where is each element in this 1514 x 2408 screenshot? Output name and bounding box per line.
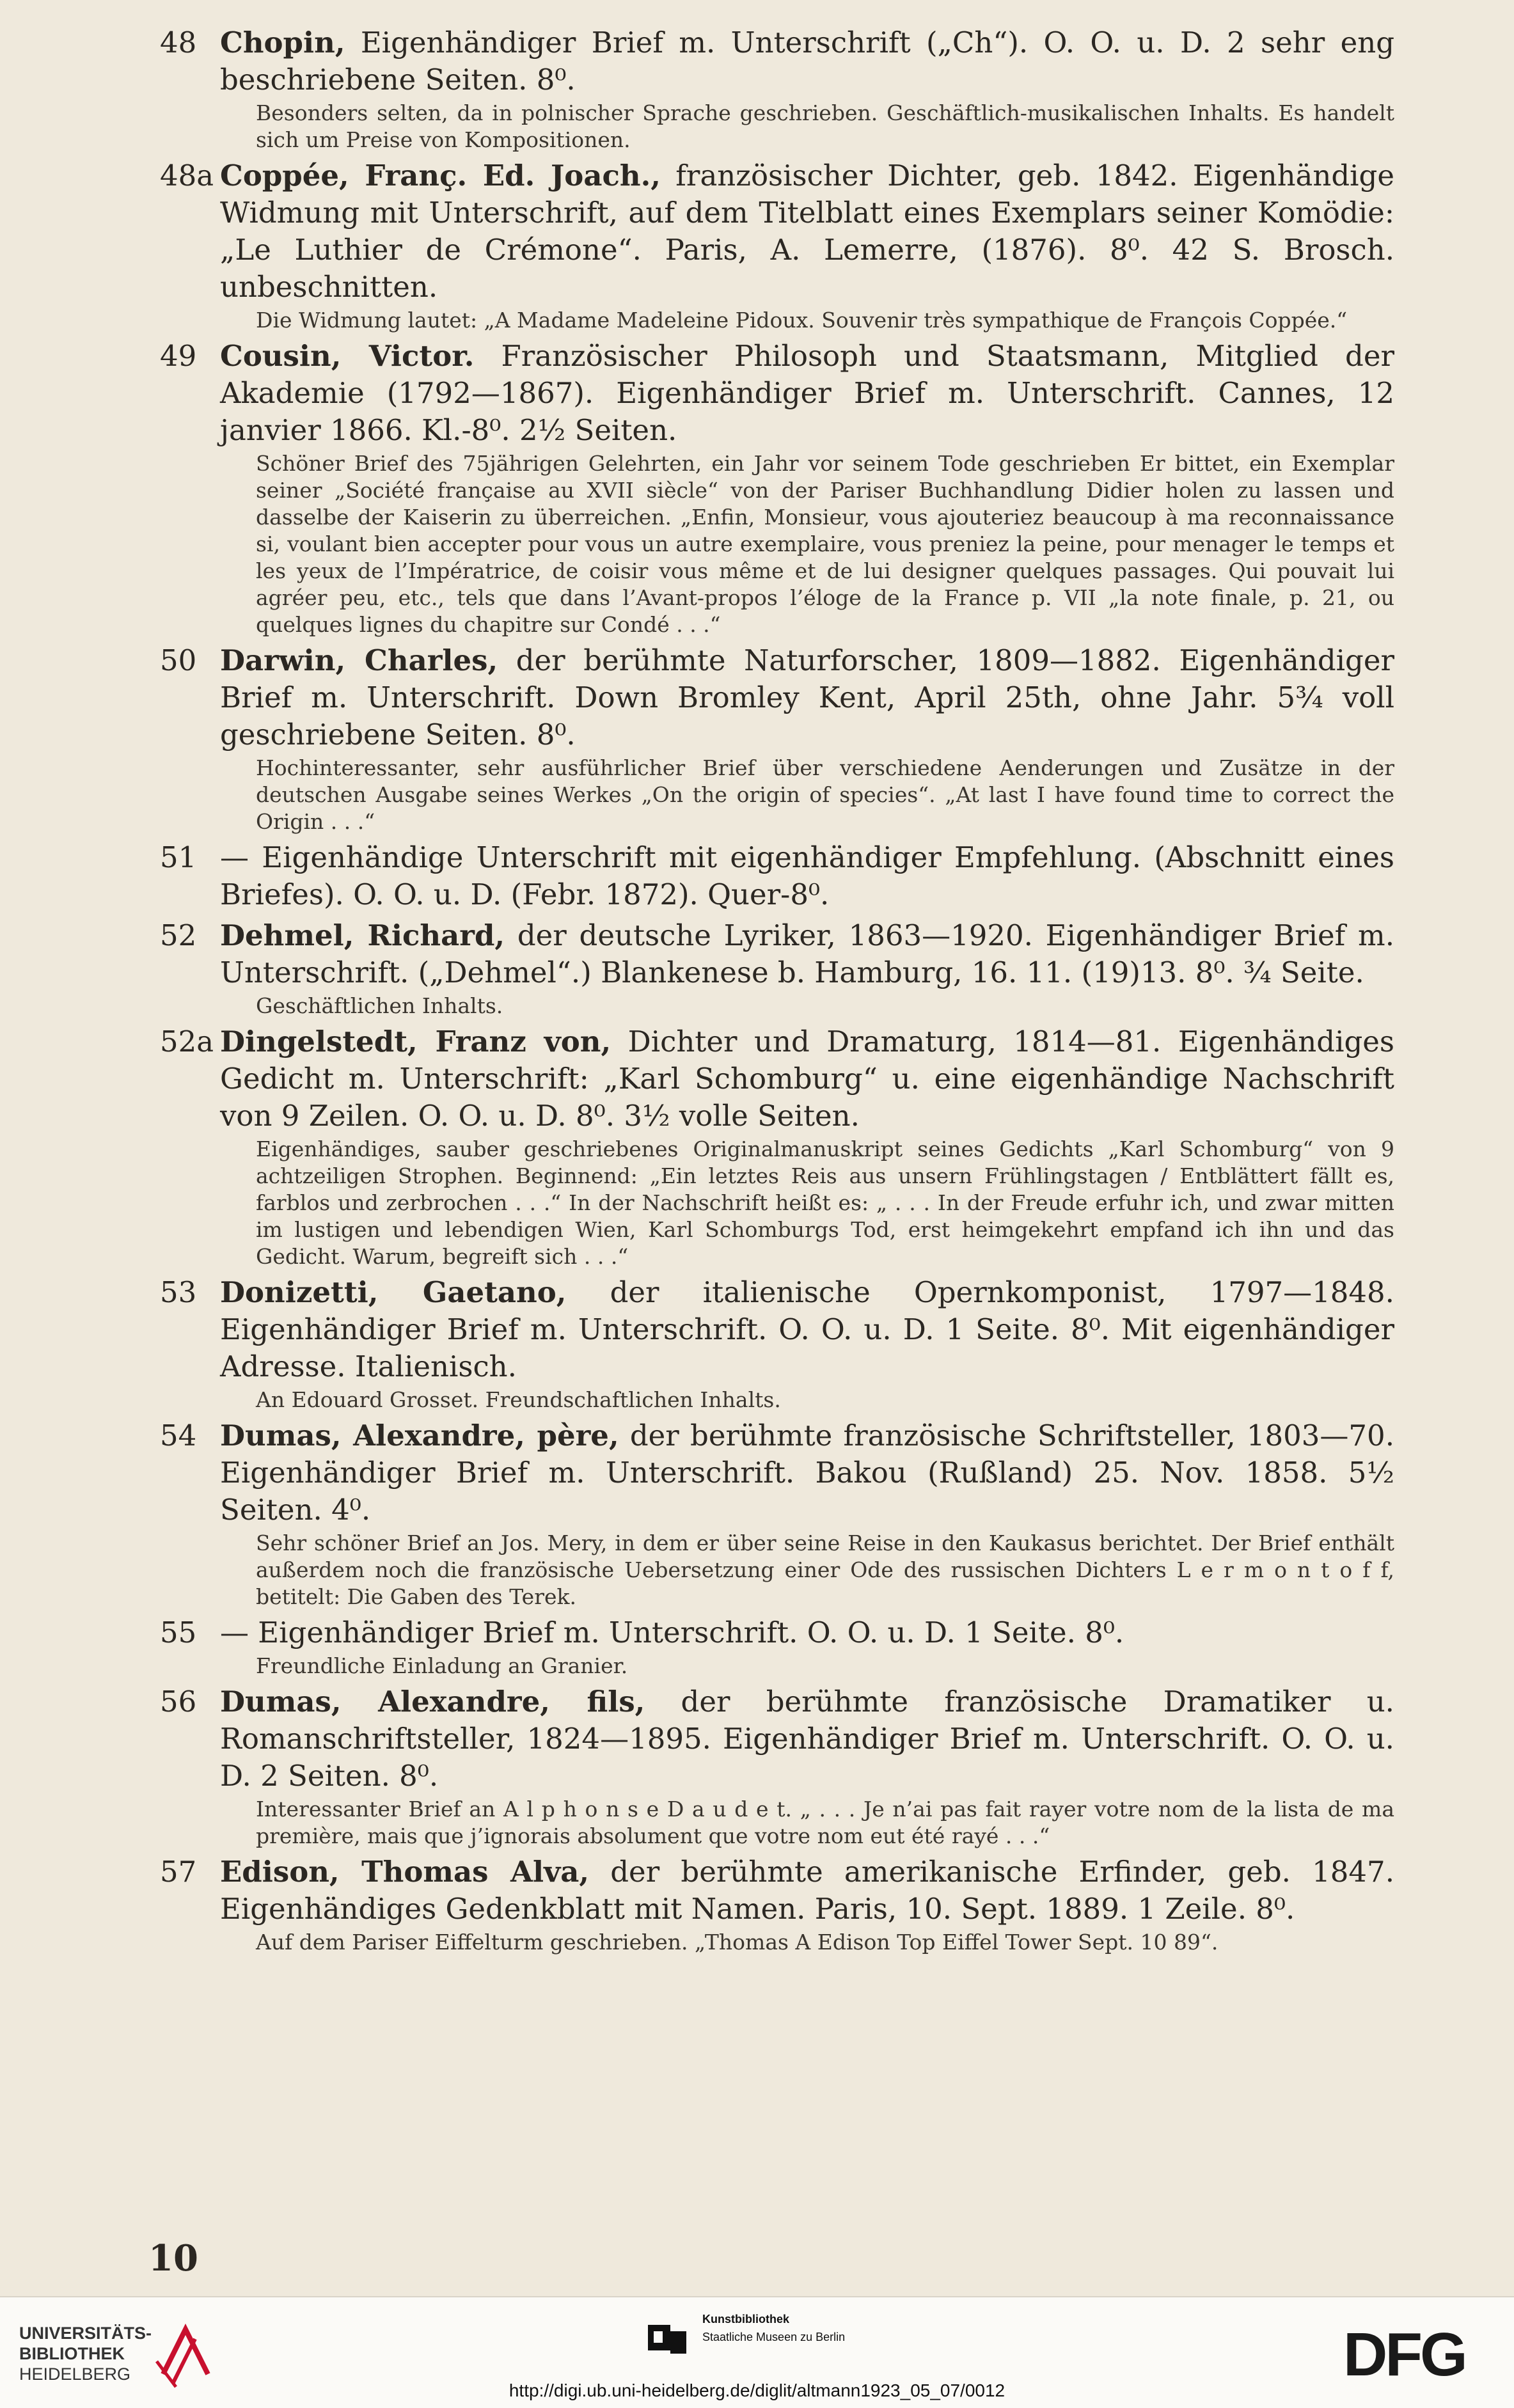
entry-author-name: Coppée, Franç. Ed. Joach.,	[220, 159, 661, 193]
catalog-entry	[160, 1023, 1394, 1270]
entry-main-text	[220, 1274, 1394, 1385]
catalog-entry	[160, 24, 1394, 153]
entry-note: Sehr schöner Brief an Jos. Mery, in dem er über seine Reise in den Kaukasus berichtet. Der Brief enthält außerdem noch die französische Uebersetzung einer Ode des russischen Dichters L e r m o n t o f f, betitelt: Die Gaben des Terek.	[256, 1531, 1394, 1609]
catalog-entry	[160, 1683, 1394, 1850]
entry-description: der berühmte französische Dramatiker u. Romanschriftsteller, 1824—1895. Eigenhändiger Brief m. Unterschrift. O. O. u. D. 2 Seiten. 8⁰.	[220, 1685, 1394, 1793]
entry-main-text	[220, 1417, 1394, 1529]
entry-number: 57	[160, 1855, 197, 1889]
page-number: 10	[148, 2237, 198, 2279]
entry-author-name: Chopin,	[220, 26, 345, 59]
entry-description: Eigenhändiger Brief m. Unterschrift („Ch“). O. O. u. D. 2 sehr eng beschriebene Seiten. 8⁰.	[220, 26, 1394, 97]
entry-description: französischer Dichter, geb. 1842. Eigenhändige Widmung mit Unterschrift, auf dem Titelblatt eines Exemplars seiner Komödie: „Le Luthier de Crémone“. Paris, A. Lemerre, (1876). 8⁰. 42 S. Brosch. unbeschnitten.	[220, 159, 1394, 304]
entry-number: 53	[160, 1275, 197, 1309]
entry-description: der italienische Opernkomponist, 1797—1848. Eigenhändiger Brief m. Unterschrift. O. O. u. D. 1 Seite. 8⁰. Mit eigenhändiger Adresse. Italienisch.	[220, 1275, 1394, 1383]
entry-author-name: Dehmel, Richard,	[220, 918, 505, 952]
kunstbibliothek-subtitle: Staatliche Museen zu Berlin	[702, 2331, 846, 2343]
dfg-logo[interactable]: DFG	[1343, 2320, 1465, 2389]
entry-note: Schöner Brief des 75jährigen Gelehrten, ein Jahr vor seinem Tode geschrieben Er bittet, ein Exemplar seiner „Société française au XVII siècle“ von der Pariser Buchhandlung Didier holen zu lassen und dasselbe der Kaiserin zu überreichen. „Enfin, Monsieur, vous ajouteriez beaucoup à ma reconnaissance si, voulant bien accepter pour vous un autre exemplaire, vous preniez la peine, pour menager le temps et les yeux de l’Impératrice, de coisir vous même et de lui designer quelques passages. Qui pouvait lui agréer peu, etc., tels que dans l’Avant-propos l’éloge de la France p. VII „la note finale, p. 21, ou quelques lignes du chapitre sur Condé . . .“	[256, 451, 1394, 637]
entry-main-text	[220, 1614, 1394, 1651]
entry-description: der berühmte französische Schriftsteller, 1803—70. Eigenhändiger Brief m. Unterschrift. Bakou (Rußland) 25. Nov. 1858. 5½ Seiten. 4⁰.	[220, 1419, 1394, 1527]
entry-number: 49	[160, 339, 197, 373]
kunstbibliothek-title: Kunstbibliothek	[702, 2313, 789, 2325]
entry-author-name: Dingelstedt, Franz von,	[220, 1025, 611, 1058]
catalog-entry	[160, 1274, 1394, 1413]
entry-author-name: Edison, Thomas Alva,	[220, 1855, 590, 1889]
entry-main-text	[220, 642, 1394, 753]
entry-main-text	[220, 917, 1394, 991]
kunstbibliothek-logo[interactable]	[645, 2310, 875, 2368]
entry-main-text	[220, 1853, 1394, 1928]
entry-note: Eigenhändiges, sauber geschriebenes Originalmanuskript seines Gedichts „Karl Schomburg“ von 9 achtzeiligen Strophen. Beginnend: „Ein letztes Reis aus unsern Frühlingstagen / Entblättert fällt es, farblos und zerbrochen . . .“ In der Nachschrift heißt es: „ . . . In der Freude erfuhr ich, und zwar mitten im lustigen und lebendigen Wien, Karl Schomburgs Tod, erst heimgekehrt empfand ich ihn und das Gedicht. Warum, begreift sich . . .“	[256, 1137, 1394, 1269]
catalog-entry	[160, 1614, 1394, 1680]
entry-number: 54	[160, 1419, 197, 1452]
entry-note: Die Widmung lautet: „A Madame Madeleine Pidoux. Souvenir très sympathique de François Coppée.“	[256, 308, 1348, 333]
entry-author-name: Darwin, Charles,	[220, 643, 498, 677]
entry-author-name: Cousin, Victor.	[220, 339, 475, 373]
kunstbibliothek-icon	[645, 2315, 690, 2360]
entry-description: — Eigenhändiger Brief m. Unterschrift. O. O. u. D. 1 Seite. 8⁰.	[220, 1616, 1124, 1649]
entry-note: Hochinteressanter, sehr ausführlicher Brief über verschiedene Aenderungen und Zusätze in der deutschen Ausgabe seines Werkes „On the origin of species“. „At last I have found time to correct the Origin . . .“	[256, 755, 1394, 834]
entry-number: 52a	[160, 1025, 214, 1058]
entry-description: der berühmte amerikanische Erfinder, geb. 1847. Eigenhändiges Gedenkblatt mit Namen. Paris, 10. Sept. 1889. 1 Zeile. 8⁰.	[220, 1855, 1394, 1926]
catalog-entry	[160, 642, 1394, 835]
catalog-entries	[160, 24, 1394, 1960]
catalog-entry	[160, 839, 1394, 913]
entry-main-text	[220, 338, 1394, 449]
catalog-entry	[160, 157, 1394, 334]
source-url[interactable]: http://digi.ub.uni-heidelberg.de/diglit/altmann1923_05_07/0012	[509, 2380, 1005, 2400]
entry-note: Geschäftlichen Inhalts.	[256, 993, 503, 1018]
catalog-entry	[160, 917, 1394, 1019]
catalog-entry	[160, 1853, 1394, 1956]
entry-main-text	[220, 1023, 1394, 1135]
entry-number: 51	[160, 840, 197, 874]
catalog-entry	[160, 1417, 1394, 1610]
entry-main-text	[220, 839, 1394, 913]
entry-description: der berühmte Naturforscher, 1809—1882. Eigenhändiger Brief m. Unterschrift. Down Bromley Kent, April 25th, ohne Jahr. 5¾ voll geschriebene Seiten. 8⁰.	[220, 643, 1394, 752]
library-name-line1: UNIVERSITÄTS-	[19, 2324, 152, 2343]
catalog-entry	[160, 338, 1394, 638]
entry-main-text	[220, 157, 1394, 306]
entry-author-name: Dumas, Alexandre, père,	[220, 1419, 619, 1452]
entry-description: Französischer Philosoph und Staatsmann, Mitglied der Akademie (1792—1867). Eigenhändiger Brief m. Unterschrift. Cannes, 12 janvier 1866. Kl.-8⁰. 2½ Seiten.	[220, 339, 1394, 447]
entry-author-name: Donizetti, Gaetano,	[220, 1275, 567, 1309]
entry-note: Interessanter Brief an A l p h o n s e D a u d e t. „ . . . Je n’ai pas fait rayer votre nom de la lista de ma première, mais que j’ignorais absolument que votre nom eut été rayé . . .“	[256, 1797, 1394, 1848]
entry-number: 55	[160, 1616, 197, 1649]
entry-number: 48a	[160, 159, 214, 193]
entry-number: 50	[160, 643, 197, 677]
entry-number: 48	[160, 26, 197, 59]
entry-number: 52	[160, 918, 197, 952]
footer-bar	[0, 2296, 1514, 2408]
entry-author-name: Dumas, Alexandre, fils,	[220, 1685, 645, 1719]
entry-number: 56	[160, 1685, 197, 1719]
library-name-line3: HEIDELBERG	[19, 2365, 131, 2384]
entry-description: der deutsche Lyriker, 1863—1920. Eigenhändiger Brief m. Unterschrift. („Dehmel“.) Blankenese b. Hamburg, 16. 11. (19)13. 8⁰. ¾ Seite.	[220, 918, 1394, 989]
entry-description: Dichter und Dramaturg, 1814—81. Eigenhändiges Gedicht m. Unterschrift: „Karl Schomburg“ u. eine eigenhändige Nachschrift von 9 Zeilen. O. O. u. D. 8⁰. 3½ volle Seiten.	[220, 1025, 1395, 1133]
entry-main-text	[220, 24, 1394, 98]
entry-note: An Edouard Grosset. Freundschaftlichen Inhalts.	[256, 1387, 781, 1412]
entry-main-text	[220, 1683, 1394, 1795]
library-name-line2: BIBLIOTHEK	[19, 2344, 125, 2363]
entry-description: — Eigenhändige Unterschrift mit eigenhändiger Empfehlung. (Abschnitt eines Briefes). O. O. u. D. (Febr. 1872). Quer-8⁰.	[220, 840, 1394, 911]
entry-note: Freundliche Einladung an Granier.	[256, 1653, 628, 1678]
entry-note: Auf dem Pariser Eiffelturm geschrieben. „Thomas A Edison Top Eiffel Tower Sept. 10 89“.	[256, 1930, 1218, 1955]
entry-note: Besonders selten, da in polnischer Sprache geschrieben. Geschäftlich-musikalischen Inhalts. Es handelt sich um Preise von Kompositionen.	[256, 100, 1394, 152]
